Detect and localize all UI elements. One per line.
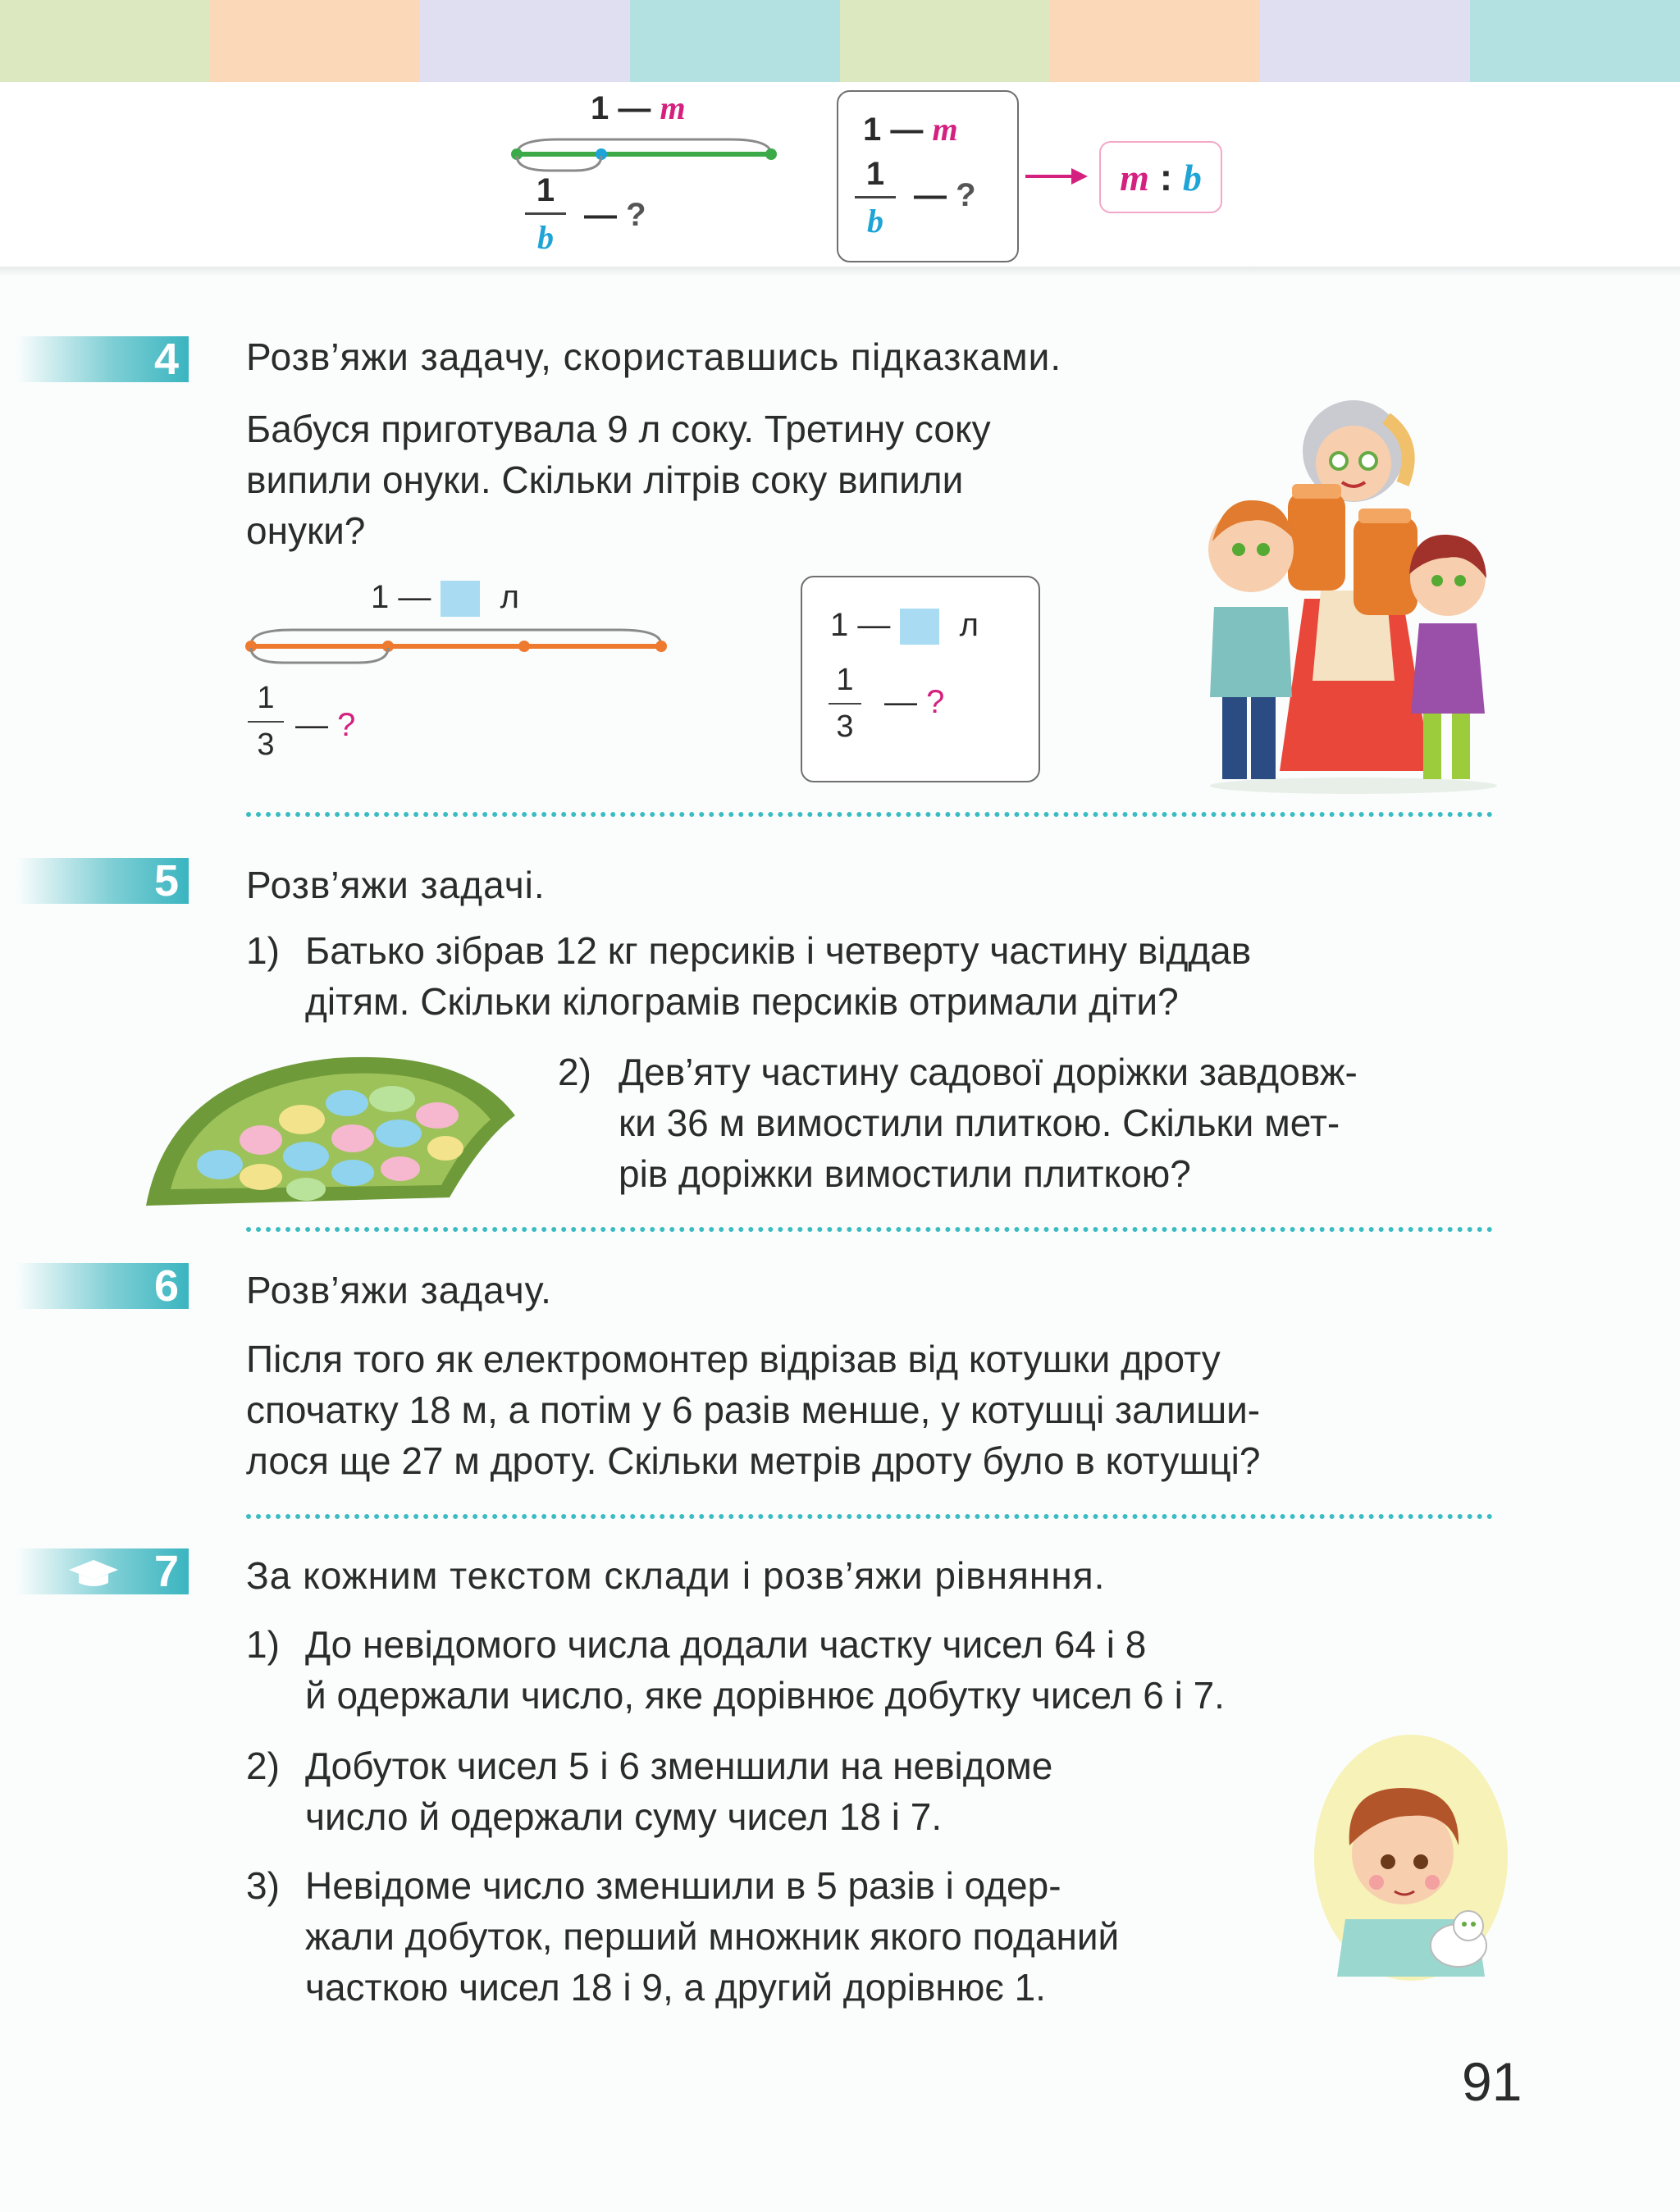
- arrow-right-icon: [1024, 164, 1089, 189]
- task7-item-3-text: [305, 1860, 1306, 2013]
- header-hint-box: [837, 90, 1019, 262]
- header-brace-bottom: [517, 156, 601, 171]
- task4-line-2: випили онуки. Скільки літрів соку випили: [246, 458, 964, 501]
- color-strip-1: [0, 0, 210, 82]
- header-one: 1: [591, 90, 609, 126]
- color-strip-5: [840, 0, 1050, 82]
- header-box-m: m: [932, 111, 958, 148]
- task4-fraction: [248, 681, 284, 763]
- header-frac-den: b: [537, 219, 554, 256]
- task4-line-1: Бабуся приготувала 9 л соку. Третину соку: [246, 408, 991, 450]
- task7-item-2-line-2: число й одержали суму чисел 18 і 7.: [305, 1795, 943, 1838]
- divider-dotted: [246, 812, 1493, 817]
- task4-point-3: [655, 641, 667, 652]
- task4-box-question: ?: [926, 684, 945, 720]
- header-box-one: 1: [863, 112, 882, 148]
- formula-m: m: [1120, 157, 1149, 198]
- task4-brace-top: [251, 630, 661, 645]
- color-strip-7: [1260, 0, 1470, 82]
- header-question: ?: [626, 197, 646, 233]
- task6-heading: Розв’яжи задачу.: [246, 1269, 552, 1311]
- task7-item-2-text: [305, 1740, 1290, 1842]
- task4-line-3: онуки?: [246, 509, 366, 552]
- task7-item-1-line-1: До невідомого числа додали частку чисел 64 і 8: [305, 1623, 1147, 1666]
- task4-diagram-label: [371, 579, 519, 617]
- graduation-cap-icon: [67, 1558, 120, 1588]
- task4-hint-box: [801, 576, 1040, 782]
- task7-item-2-line-1: Добуток чисел 5 і 6 зменшили на невідоме: [305, 1745, 1053, 1787]
- task4-text: [246, 404, 1173, 556]
- task-number-6: [16, 1263, 189, 1309]
- page-number: 91: [1462, 2051, 1522, 2112]
- header-box-frac-den: b: [867, 203, 883, 239]
- header-dash-2: —: [584, 197, 617, 233]
- task-number-6-label: 6: [153, 1261, 179, 1311]
- boy-with-cat-illustration: [1312, 1731, 1509, 1985]
- color-strip-4: [630, 0, 840, 82]
- formula-box: [1099, 141, 1222, 213]
- task7-item-1-label: 1): [246, 1623, 280, 1666]
- task4-dash-2: —: [295, 707, 328, 743]
- task5-p2-label: 2): [558, 1051, 591, 1093]
- header-box-question-row: [914, 177, 976, 214]
- task7-item-3-line-2: жали добуток, перший множник якого поданий: [305, 1915, 1120, 1958]
- header-box-fraction: [855, 156, 896, 240]
- task6-line-2: спочатку 18 м, а потім у 6 разів менше, у котушці залиши-: [246, 1389, 1261, 1431]
- task7-item-3-line-1: Невідоме число зменшили в 5 разів і одер-: [305, 1864, 1061, 1907]
- task7-item-1-line-2: й одержали число, яке дорівнює добутку чисел 6 і 7.: [305, 1674, 1225, 1717]
- task7-heading: За кожним текстом склади і розв’яжи рівняння.: [246, 1554, 1106, 1597]
- task-number-7: [16, 1548, 189, 1594]
- header-frac-question: [584, 197, 646, 234]
- task7-item-2-label: 2): [246, 1745, 280, 1787]
- task-number-7-label: 7: [153, 1547, 179, 1596]
- header-box-row-1: [863, 110, 958, 148]
- task5-p1-line-2: дітям. Скільки кілограмів персиків отримали діти?: [305, 980, 1179, 1023]
- task7-item-3-line-3: часткою чисел 18 і 9, а другий дорівнює 1.: [305, 1966, 1046, 2009]
- header-dash: —: [618, 90, 651, 126]
- header-box-frac-num: 1: [865, 156, 885, 192]
- header-frac-bar: [525, 212, 566, 215]
- header-frac-num: 1: [536, 172, 555, 208]
- task6-text: [246, 1334, 1493, 1486]
- task4-box-dash-2: —: [884, 684, 917, 720]
- task4-box-question-row: [884, 684, 944, 721]
- header-box-question: ?: [956, 177, 976, 213]
- task5-heading: Розв’яжи задачі.: [246, 864, 546, 906]
- task5-p2-line-1: Дев’яту частину садової доріжки завдовж-: [619, 1051, 1358, 1093]
- task7-item-3-label: 3): [246, 1864, 280, 1907]
- color-strip-6: [1050, 0, 1260, 82]
- task5-p2-line-2: ки 36 м вимостили плиткою. Скільки мет-: [619, 1101, 1340, 1144]
- task4-box-frac-bar: [829, 703, 861, 705]
- task4-question: ?: [337, 707, 356, 743]
- task4-frac-den: 3: [257, 727, 275, 762]
- color-strip-8: [1470, 0, 1680, 82]
- task4-frac-bar: [248, 721, 284, 723]
- answer-square: [441, 581, 480, 617]
- task4-frac-num: 1: [257, 681, 275, 715]
- task4-box-row-1: [830, 607, 979, 645]
- divider-dotted: [246, 1514, 1493, 1519]
- task4-diagram-dash: —: [398, 579, 431, 615]
- grandma-with-grandchildren-illustration: [1198, 385, 1509, 796]
- header-box-dash: —: [890, 112, 924, 148]
- task4-box-frac-den: 3: [836, 709, 854, 744]
- header-shadow: [0, 267, 1680, 276]
- task4-brace-bottom: [251, 648, 388, 663]
- task6-line-1: Після того як електромонтер відрізав від котушки дроту: [246, 1338, 1221, 1380]
- task4-box-dash: —: [857, 607, 891, 643]
- header-fraction: [525, 172, 566, 257]
- task7-item-1-text: [305, 1619, 1493, 1721]
- task-number-4-label: 4: [153, 335, 179, 384]
- task4-heading: Розв’яжи задачу, скориставшись підказками.: [246, 335, 1062, 378]
- task4-segment-svg: [243, 620, 678, 669]
- task4-box-unit: л: [959, 607, 979, 643]
- task6-line-3: лося ще 27 м дроту. Скільки метрів дроту було в котушці?: [246, 1439, 1261, 1482]
- task4-frac-question-row: [295, 707, 355, 744]
- header-box-dash-2: —: [914, 177, 947, 213]
- answer-square: [900, 609, 939, 645]
- task5-p2-text: [619, 1047, 1493, 1199]
- header-m: m: [660, 89, 686, 126]
- color-strip-2: [210, 0, 420, 82]
- task-number-5-label: 5: [153, 856, 179, 905]
- stone-garden-path-illustration: [138, 1042, 523, 1214]
- formula-colon: :: [1159, 156, 1173, 198]
- header-diagram-label: [591, 89, 686, 127]
- task4-box-fraction: [829, 663, 861, 745]
- divider-dotted: [246, 1227, 1493, 1232]
- task5-p1-text: [305, 925, 1493, 1027]
- header-box-frac-bar: [855, 196, 896, 198]
- task5-p1-label: 1): [246, 929, 280, 972]
- task4-point-2: [518, 641, 530, 652]
- task4-box-one: 1: [830, 607, 849, 643]
- header-segment-end: [765, 148, 777, 160]
- task5-p2-line-3: рів доріжки вимостили плиткою?: [619, 1152, 1191, 1195]
- task-number-4: [16, 336, 189, 382]
- color-strip-3: [420, 0, 630, 82]
- task4-diagram-one: 1: [371, 579, 390, 615]
- formula-b: b: [1182, 157, 1202, 198]
- task4-box-frac-num: 1: [836, 663, 854, 697]
- task-number-5: [16, 858, 189, 904]
- task4-diagram-unit: л: [500, 579, 519, 615]
- task5-p1-line-1: Батько зібрав 12 кг персиків і четверту частину віддав: [305, 929, 1252, 972]
